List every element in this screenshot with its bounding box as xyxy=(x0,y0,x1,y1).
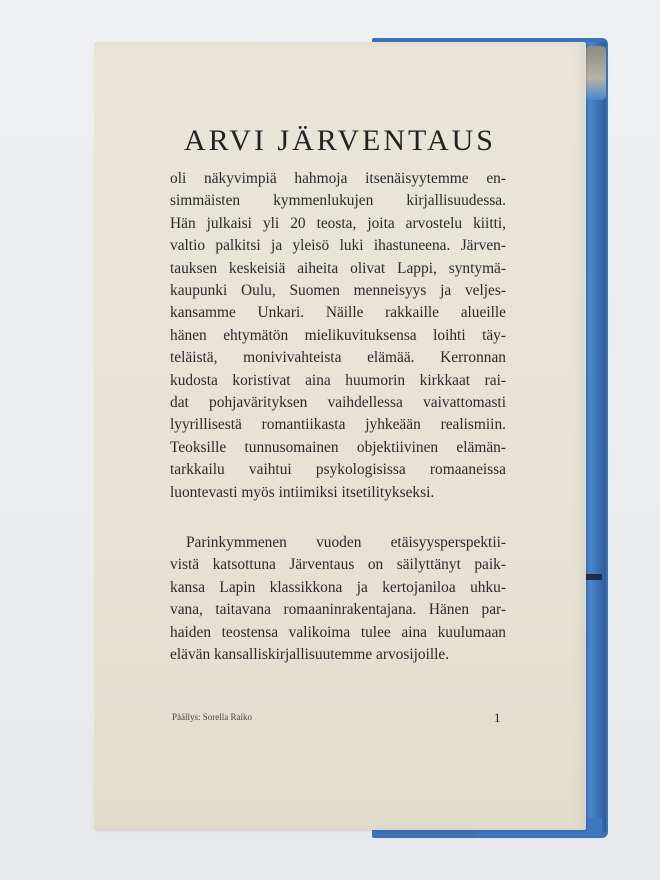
text-line: elävän kansalliskirjallisuutemme arvosijoille. xyxy=(170,646,450,664)
text-line: oli näkyvimpiä hahmoja itsenäisyytemme en- xyxy=(170,170,506,187)
paragraph-1 xyxy=(170,168,506,504)
text-line: tarkkailu vaihtui psykologisissa romaaneissa xyxy=(170,461,506,479)
text-line: teläistä, monivivahteista elämää. Kerronnan xyxy=(170,349,506,367)
text-line: vistä katsottuna Järventaus on säilyttänyt paik- xyxy=(170,556,506,574)
text-line: Parinkymmenen vuoden etäisyysperspektii- xyxy=(186,534,506,551)
text-line: kaupunki Oulu, Suomen menneisyys ja veljes- xyxy=(170,282,506,300)
text-line: Hän julkaisi yli 20 teosta, joita arvostelu kiitti, xyxy=(170,214,506,232)
text-line: Teoksille tunnusomainen objektiivinen elämän- xyxy=(170,438,506,456)
text-line: kansamme Unkari. Näille rakkaille alueille xyxy=(170,304,506,322)
text-line: haiden teostensa valikoima tulee aina kuulumaan xyxy=(170,623,506,641)
text-line: simmäisten kymmenlukujen kirjallisuudessa. xyxy=(170,192,506,210)
text-line: lyyrillisestä romantiikasta jyhkeään realismiin. xyxy=(170,416,506,434)
paragraph-2 xyxy=(170,532,506,666)
text-line: luontevasti myös intiimiksi itsetilitykseksi. xyxy=(170,483,435,501)
text-line: dat pohjavärityksen vaihdellessa vaivattomasti xyxy=(170,394,506,412)
page-number: 1 xyxy=(494,710,501,725)
spine-mark xyxy=(586,574,602,580)
text-line: vana, taitavana romaaninrakentajana. Hänen par- xyxy=(170,601,506,619)
text-line: valtio palkitsi ja yleisö luki ihastuneena. Järven- xyxy=(170,237,506,255)
text-line: tauksen keskeisiä aiheita olivat Lappi, syntymä- xyxy=(170,259,506,277)
author-title: ARVI JÄRVENTAUS xyxy=(184,124,496,157)
worn-corner xyxy=(586,46,606,100)
cover-credit: Päällys: Sorella Raiko xyxy=(172,712,252,722)
text-line: hänen ehtymätön mielikuvituksensa loihti täy- xyxy=(170,326,506,344)
text-line: kudosta koristivat aina huumorin kirkkaat rai- xyxy=(170,371,506,389)
text-line: kansa Lapin klassikkona ja kertojaniloa uhku- xyxy=(170,578,506,596)
